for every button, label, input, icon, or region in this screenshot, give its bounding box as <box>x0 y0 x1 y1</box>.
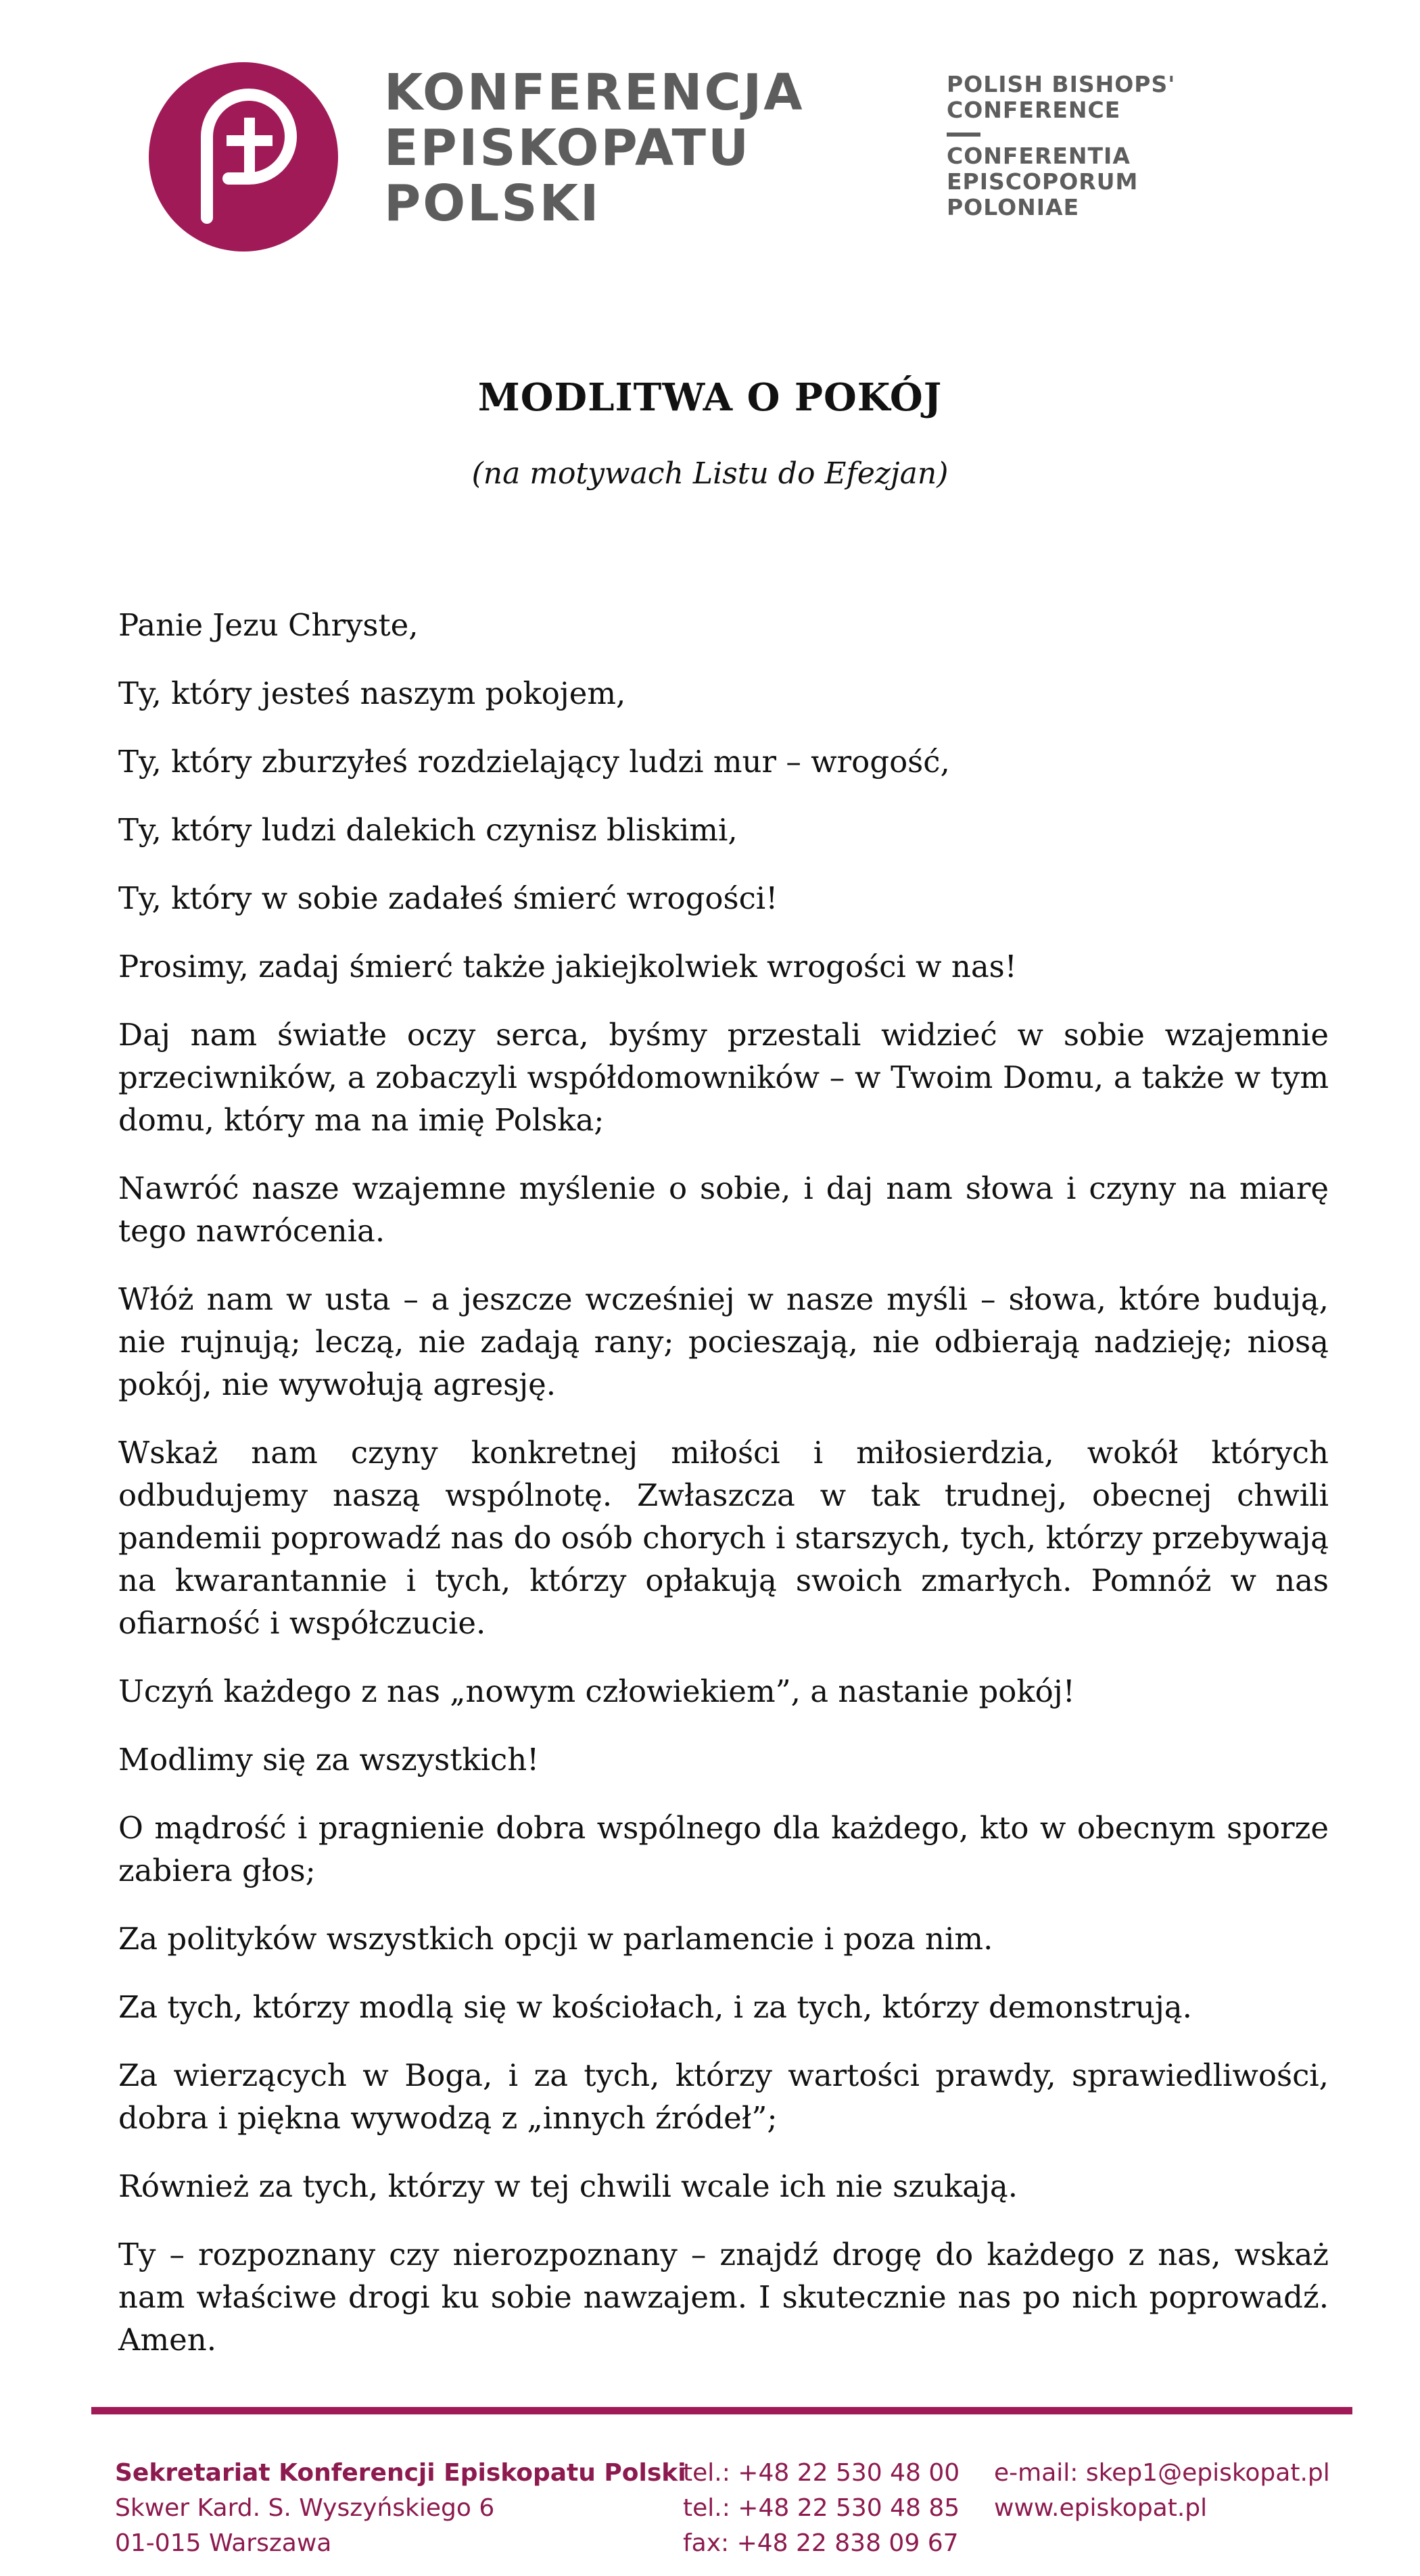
prayer-paragraph: Również za tych, którzy w tej chwili wcale ich nie szukają. <box>118 2168 1018 2204</box>
prayer-paragraph: Za polityków wszystkich opcji w parlamencie i poza nim. <box>118 1921 993 1957</box>
prayer-paragraph: Nawróć nasze wzajemne myślenie o sobie, i daj nam słowa i czyny na miarę tego nawrócenia. <box>118 1170 1329 1249</box>
prayer-body <box>118 604 1329 2387</box>
prayer-paragraph: Prosimy, zadaj śmierć także jakiejkolwiek wrogości w nas! <box>118 949 1017 984</box>
prayer-paragraph: Ty, który ludzi dalekich czynisz bliskimi, <box>118 812 738 848</box>
prayer-paragraph: Panie Jezu Chryste, <box>118 607 419 643</box>
footer-email-link[interactable]: e-mail: skep1@episkopat.pl <box>994 2459 1330 2487</box>
prayer-paragraph: Modlimy się za wszystkich! <box>118 1742 540 1778</box>
footer-address <box>115 2456 686 2561</box>
footer-city: 01-015 Warszawa <box>115 2529 332 2557</box>
prayer-paragraph: Uczyń każdego z nas „nowym człowiekiem”, a nastanie pokój! <box>118 1673 1075 1709</box>
prayer-paragraph: Ty, który w sobie zadałeś śmierć wrogości! <box>118 880 778 916</box>
footer-tel-1: tel.: +48 22 530 48 00 <box>683 2459 960 2487</box>
episcopate-logo-icon <box>149 62 338 252</box>
prayer-paragraph: Ty, który jesteś naszym pokojem, <box>118 675 626 711</box>
org-la-line-1: CONFERENTIA <box>947 143 1131 169</box>
prayer-paragraph: Za wierzących w Boga, i za tych, którzy wartości prawdy, sprawiedliwości, dobra i piękna wywodzą z „innych źródeł”; <box>118 2057 1329 2136</box>
prayer-paragraph: Ty – rozpoznany czy nierozpoznany – znajdź drogę do każdego z nas, wskaż nam właściwe drogi ku sobie nawzajem. I skutecznie nas po nich poprowadź. Amen. <box>118 2237 1329 2358</box>
org-name-line-3: POLSKI <box>384 174 601 233</box>
org-la-line-3: POLONIAE <box>947 194 1080 220</box>
document-title: MODLITWA O POKÓJ <box>477 375 943 420</box>
prayer-paragraph: Wskaż nam czyny konkretnej miłości i miłosierdzia, wokół których odbudujemy naszą wspólnotę. Zwłaszcza w tak trudnej, obecnej chwili pandemii poprowadź nas do osób chorych i starszych, tych, którzy przebywają na kwarantannie i tych, którzy opłakują swoich zmarłych. Pomnóż w nas ofiarność i współczucie. <box>118 1435 1329 1641</box>
org-name-line-2: EPISKOPATU <box>384 119 751 177</box>
prayer-paragraph: Za tych, którzy modlą się w kościołach, i za tych, którzy demonstrują. <box>118 1989 1192 2025</box>
org-name-pl <box>384 65 805 231</box>
footer-website-link[interactable]: www.episkopat.pl <box>994 2494 1208 2522</box>
footer-fax: fax: +48 22 838 09 67 <box>683 2529 959 2557</box>
org-name-line-1: KONFERENCJA <box>384 64 805 122</box>
footer-contact <box>994 2456 1330 2526</box>
org-en-line-1: POLISH BISHOPS' <box>947 71 1176 97</box>
footer-street: Skwer Kard. S. Wyszyńskiego 6 <box>115 2494 495 2522</box>
prayer-paragraph: O mądrość i pragnienie dobra wspólnego dla każdego, kto w obecnym sporze zabiera głos; <box>118 1810 1329 1888</box>
org-en-line-2: CONFERENCE <box>947 97 1121 123</box>
footer-phones <box>683 2456 960 2561</box>
org-name-foreign <box>947 72 1175 220</box>
footer-divider <box>91 2407 1352 2414</box>
divider <box>947 133 980 137</box>
prayer-paragraph: Włóż nam w usta – a jeszcze wcześniej w nasze myśli – słowa, które budują, nie rujnują; leczą, nie zadają rany; pocieszają, nie odbierają nadzieję; niosą pokój, nie wywołują agresję. <box>118 1281 1329 1402</box>
document-subtitle: (na motywach Listu do Efezjan) <box>471 456 949 491</box>
prayer-paragraph: Ty, który zburzyłeś rozdzielający ludzi mur – wrogość, <box>118 744 950 780</box>
footer-org-name: Sekretariat Konferencji Episkopatu Polski <box>115 2459 686 2487</box>
prayer-paragraph: Daj nam światłe oczy serca, byśmy przestali widzieć w sobie wzajemnie przeciwników, a zobaczyli współdomowników – w Twoim Domu, a także w tym domu, który ma na imię Polska; <box>118 1017 1329 1138</box>
footer-tel-2: tel.: +48 22 530 48 85 <box>683 2494 960 2522</box>
org-la-line-2: EPISCOPORUM <box>947 168 1139 195</box>
